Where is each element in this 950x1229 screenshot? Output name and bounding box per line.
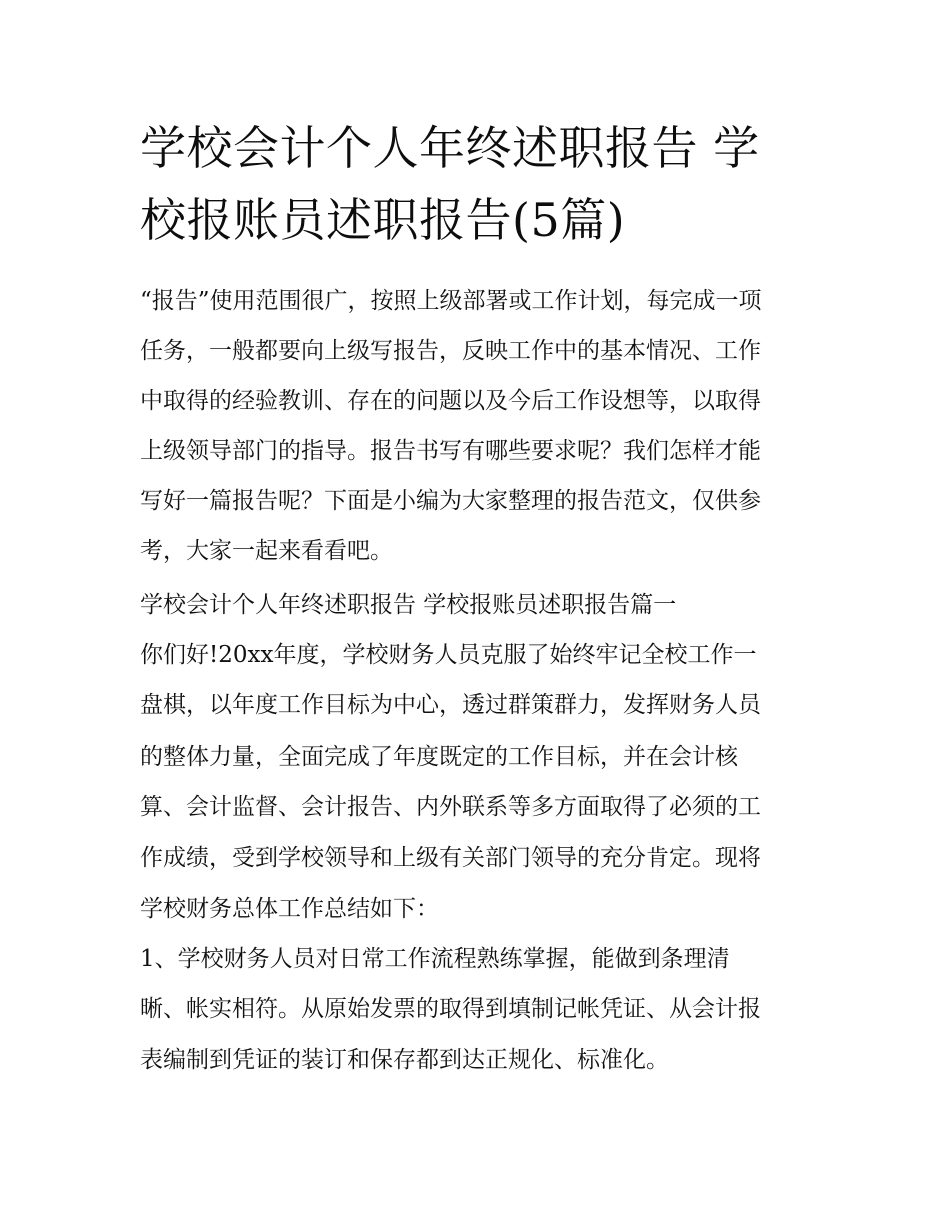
title-line: 校报账员述职报告(5篇) xyxy=(140,193,626,247)
intro-line: “报告”使用范围很广，按照上级部署或工作计划，每完成一项 xyxy=(140,288,762,314)
intro-line: 上级领导部门的指导。报告书写有哪些要求呢？我们怎样才能 xyxy=(140,438,761,464)
intro-line: 任务，一般都要向上级写报告，反映工作中的基本情况、工作 xyxy=(140,338,761,364)
section-line: 你们好!20xx年度，学校财务人员克服了始终牢记全校工作一 xyxy=(140,642,757,668)
document-title xyxy=(140,112,820,256)
item-line: 1、学校财务人员对日常工作流程熟练掌握，能做到条理清 xyxy=(140,946,730,972)
intro-line: 考，大家一起来看看吧。 xyxy=(140,538,393,564)
title-line: 学校会计个人年终述职报告 学 xyxy=(140,121,760,175)
section-line: 作成绩，受到学校领导和上级有关部门领导的充分肯定。现将 xyxy=(140,845,761,871)
item-line: 表编制到凭证的装订和保存都到达正规化、标准化。 xyxy=(140,1047,669,1073)
section-line: 盘棋，以年度工作目标为中心，透过群策群力，发挥财务人员 xyxy=(140,692,761,718)
section-line: 算、会计监督、会计报告、内外联系等多方面取得了必须的工 xyxy=(140,794,761,820)
section-heading: 学校会计个人年终述职报告 学校报账员述职报告篇一 xyxy=(140,592,677,618)
section-line: 的整体力量，全面完成了年度既定的工作目标，并在会计核 xyxy=(140,744,738,770)
intro-line: 写好一篇报告呢？下面是小编为大家整理的报告范文，仅供参 xyxy=(140,488,761,514)
item-line: 晰、帐实相符。从原始发票的取得到填制记帐凭证、从会计报 xyxy=(140,996,761,1022)
intro-line: 中取得的经验教训、存在的问题以及今后工作设想等，以取得 xyxy=(140,388,761,414)
section-line: 学校财务总体工作总结如下： xyxy=(140,896,439,922)
